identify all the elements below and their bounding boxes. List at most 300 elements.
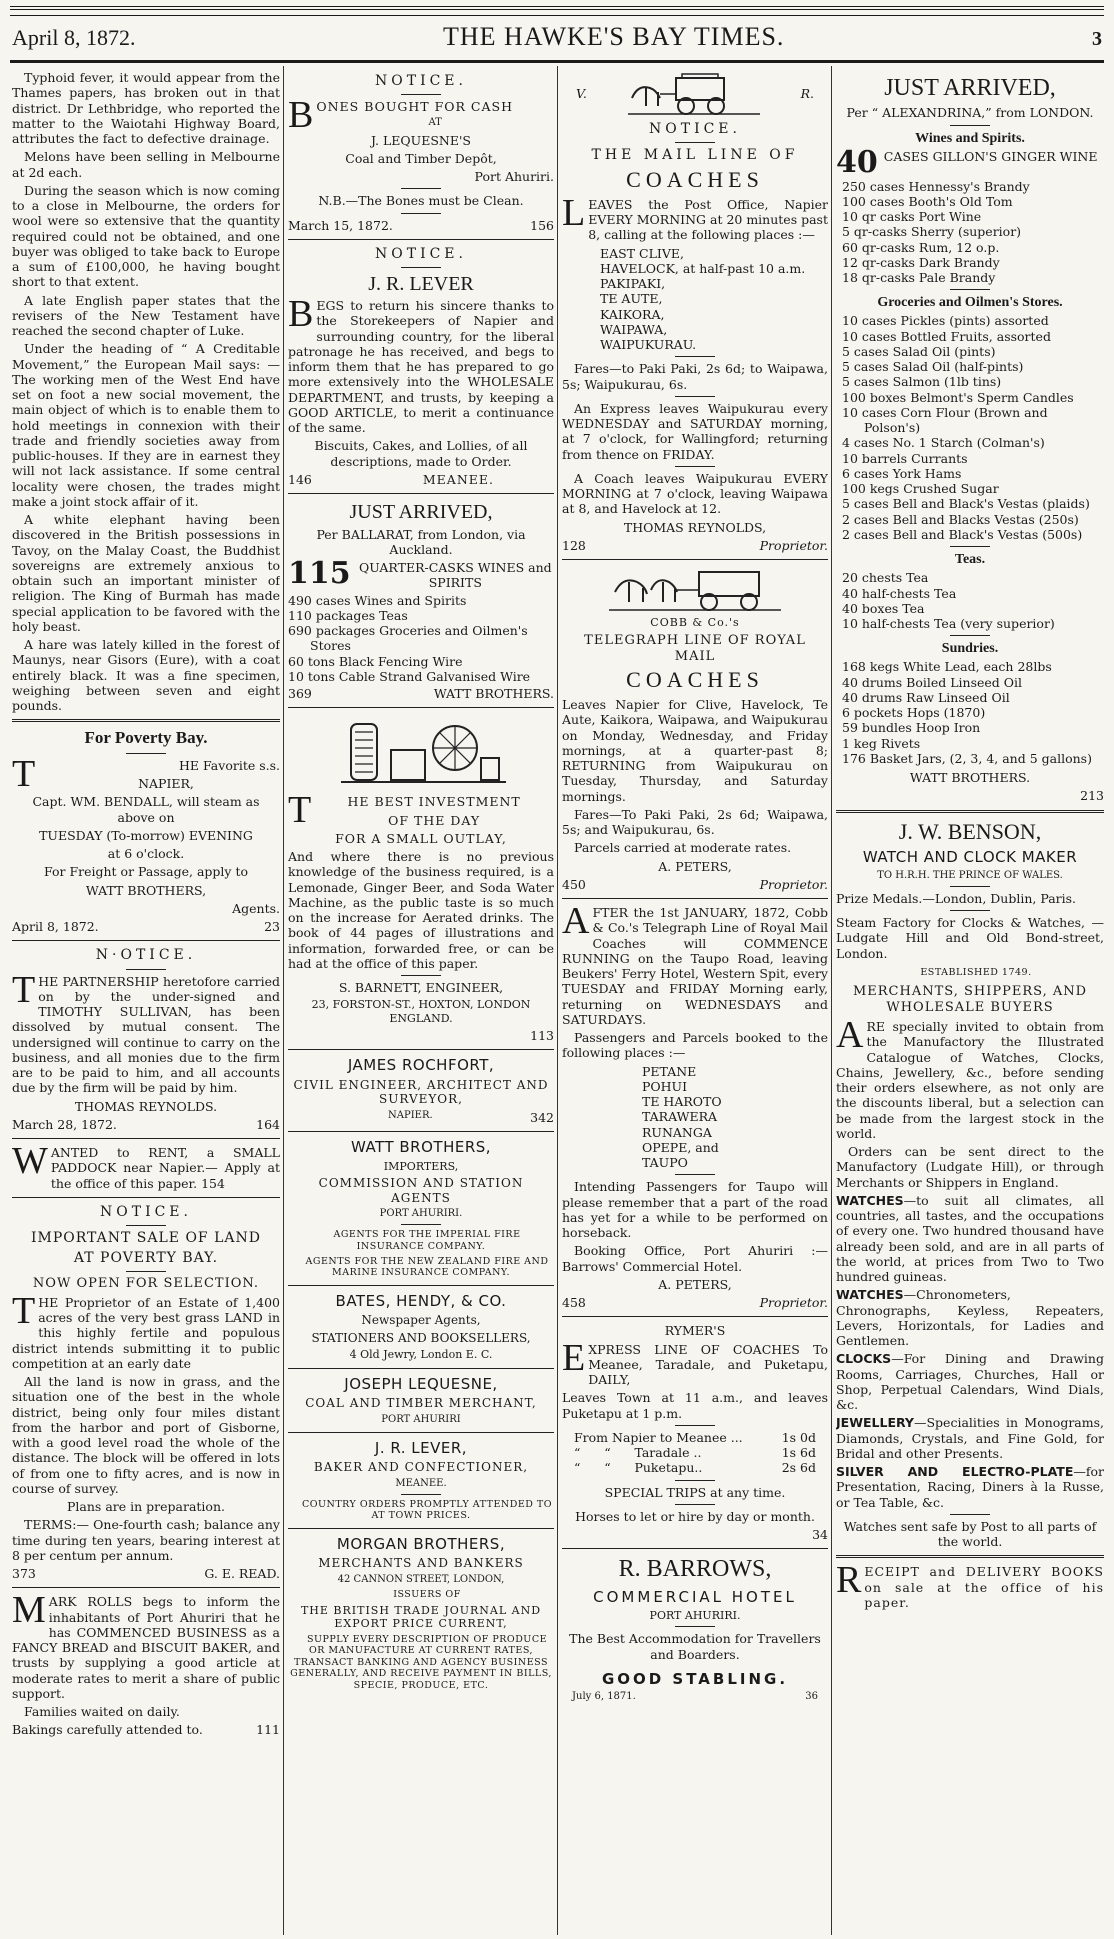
- ad-heading: TELEGRAPH LINE OF ROYAL MAIL: [584, 632, 806, 664]
- places-list: [562, 1064, 828, 1171]
- mail-coaches-notice: [562, 70, 828, 553]
- divider: [288, 239, 554, 240]
- column-divider: [283, 66, 284, 1935]
- list-item: 5 qr-casks Sherry (superior): [842, 224, 1022, 240]
- news-paragraph: A hare was lately killed in the forest of Maunys, near Gisors (Eure), with a coat entirely black. It was a fine specimen, weighing between seven and eight pounds.: [12, 637, 280, 713]
- goods-list: [836, 659, 1104, 766]
- ad-text: Fares—To Paki Paki, 2s 6d; Waipawa, 5s; and Waipukurau, 6s.: [562, 806, 828, 838]
- agency-note: AGENTS FOR THE IMPERIAL FIRE INSURANCE COMPANY.: [333, 1229, 521, 1252]
- rule: [126, 969, 166, 970]
- benson-ad: [836, 819, 1104, 1550]
- business-name: WATT BROTHERS,: [350, 1138, 492, 1157]
- bakery-ad: [12, 1589, 280, 1738]
- business-role: COAL AND TIMBER MERCHANT,: [305, 1395, 537, 1410]
- sale-title: AT POVERTY BAY.: [73, 1249, 219, 1266]
- rule: [401, 267, 441, 268]
- drop-cap: T: [288, 789, 312, 832]
- list-item: 5 cases Bell and Black's Vestas (plaids): [842, 496, 1090, 512]
- ad-text: FTER the 1st JANUARY, 1872, Cobb & Co.'s Telegraph Line of Royal Mail Coaches will COMMENCE RUNNING on the Taupo Road, leaving Beukers' Ferry Hotel, Western Spit, every TUESDAY and FRIDAY Morning early, returning on WEDNESDAYS and SATURDAYS.: [562, 905, 828, 1027]
- goods-list: [836, 570, 1104, 631]
- ad-heading: For Poverty Bay.: [84, 728, 208, 748]
- product-label: CLOCKS: [836, 1351, 892, 1367]
- wanted-ad: [12, 1140, 280, 1191]
- news-paragraph: Melons have been selling in Melbourne at 2d each.: [12, 149, 280, 180]
- list-item: 20 chests Tea: [842, 570, 929, 586]
- ad-number: 111: [256, 1722, 280, 1738]
- fare-price: 2s 6d: [781, 1460, 816, 1476]
- divider: [836, 810, 1104, 813]
- column-3: [562, 70, 828, 1933]
- ad-text: The Best Accommodation for Travellers and Boarders.: [569, 1631, 821, 1662]
- ship-name: NAPIER,: [138, 776, 194, 792]
- product-label: WATCHES: [836, 1192, 904, 1208]
- ballarat-arrival-ad: [288, 500, 554, 701]
- signature: WATT BROTHERS.: [433, 686, 554, 702]
- ad-text: Steam Factory for Clocks & Watches, —Ludgate Hill and Old Bond-street, London.: [836, 915, 1104, 961]
- fare-price: 1s 6d: [781, 1445, 816, 1461]
- ad-heading: JUST ARRIVED,: [349, 501, 493, 524]
- notice-text: EGS to return his sincere thanks to the Storekeepers of Napier and surrounding country, for the liberal patronage he has received, and begs to inform them that he has prepared to go more extensively into the WHOLESALE DEPARTMENT, and trusts, by keeping a GOOD ARTICLE, to merit a continuance of the same.: [288, 298, 554, 436]
- lequesne-card: [288, 1375, 554, 1426]
- ad-text: —For Dining and Drawing Rooms, Carriages, Churches, Hall or Shop, Perpetual Calendars, Wind Dials, &c.: [836, 1351, 1104, 1413]
- business-name: JOSEPH LEQUESNE,: [344, 1374, 498, 1393]
- news-paragraph: During the season which is now coming to a close in Melbourne, the orders for wool were so extensive that the quantity required could not be obtained, and one buyer was obliged to take back to Europe a sum of £100,000, he having bought short to that extent.: [12, 182, 280, 290]
- ad-heading: MERCHANTS, SHIPPERS, AND WHOLESALE BUYERS: [852, 984, 1088, 1016]
- ad-number: 23: [264, 919, 280, 935]
- ad-text: —Specialities in Monograms, Diamonds, Crystals, and Fine Gold, for Bridal and other Presents.: [836, 1415, 1104, 1461]
- quantity-line: [836, 144, 1104, 180]
- ad-footer: [288, 218, 554, 233]
- place: PORT AHURIRI.: [379, 1208, 463, 1220]
- fare-route: From Napier to Meanee ...: [574, 1429, 743, 1445]
- notice-heading: NOTICE.: [100, 1203, 192, 1220]
- ad-number: 34: [812, 1527, 828, 1543]
- list-item: 10 cases Corn Flour (Brown and Polson's): [842, 404, 1048, 436]
- divider: [562, 1316, 828, 1317]
- list-item: 10 cases Pickles (pints) assorted: [842, 313, 1049, 329]
- ad-text: TUESDAY (To-morrow) EVENING: [39, 827, 253, 843]
- signature-role: Proprietor.: [759, 537, 828, 553]
- soda-machine-ad: [288, 714, 554, 1043]
- ad-text: Horses to let or hire by day or month.: [575, 1508, 815, 1524]
- divider: [836, 1555, 1104, 1558]
- ad-heading: JUST ARRIVED,: [884, 75, 1056, 101]
- divider: [12, 940, 280, 941]
- drop-cap: E: [562, 1336, 586, 1379]
- signature: WATT BROTHERS.: [909, 770, 1031, 786]
- agency-note: COUNTRY ORDERS PROMPTLY ATTENDED TO AT TOWN PRICES.: [301, 1498, 553, 1522]
- list-item: 100 boxes Belmont's Sperm Candles: [842, 389, 1074, 405]
- list-item: 250 cases Hennessy's Brandy: [842, 178, 1030, 194]
- list-item: WAIPAWA,: [600, 321, 668, 337]
- ad-number: 154: [201, 1175, 225, 1191]
- signature: THOMAS REYNOLDS.: [74, 1098, 218, 1114]
- rule: [401, 1224, 441, 1225]
- head-rule: [10, 60, 1104, 63]
- divider: [288, 493, 554, 494]
- bates-card: [288, 1292, 554, 1362]
- business-name: RYMER'S: [664, 1323, 726, 1339]
- big-quantity: 115: [288, 556, 351, 592]
- ad-date: April 8, 1872.: [12, 919, 99, 935]
- ad-footer: [12, 919, 280, 934]
- section-heading: Teas.: [954, 552, 986, 568]
- ad-text: TO H.R.H. THE PRINCE OF WALES.: [877, 869, 1063, 881]
- ad-text: Families waited on daily.: [24, 1704, 180, 1720]
- page-number: 3: [1091, 28, 1102, 50]
- alexandrina-arrival-ad: [836, 74, 1104, 804]
- ad-number: 369: [288, 686, 312, 702]
- ad-number: 113: [530, 1028, 554, 1044]
- signature: THOMAS REYNOLDS,: [623, 519, 767, 535]
- news-items: [12, 70, 280, 713]
- list-item: RUNANGA: [642, 1124, 712, 1140]
- royal-crest: [562, 70, 828, 118]
- ad-text: Watches sent safe by Post to all parts of the world.: [843, 1518, 1097, 1550]
- coach-and-horses-icon: [562, 566, 828, 612]
- product-label: JEWELLERY: [836, 1415, 914, 1431]
- signature: A. PETERS,: [658, 1276, 732, 1292]
- address: 4 Old Jewry, London E. C.: [349, 1348, 493, 1362]
- ad-text: Prize Medals.—London, Dublin, Paris.: [836, 890, 1077, 906]
- list-item: TE HAROTO: [642, 1094, 722, 1110]
- business-name: BATES, HENDY, & CO.: [335, 1291, 507, 1310]
- business-role: MERCHANTS AND BANKERS: [318, 1556, 524, 1571]
- ad-number: 146: [288, 471, 312, 487]
- rule: [675, 142, 715, 143]
- ad-footer: [288, 686, 554, 701]
- rule: [950, 289, 990, 290]
- column-divider: [557, 66, 558, 1935]
- drop-cap: B: [288, 293, 314, 336]
- rochfort-card: [288, 1056, 554, 1125]
- list-item: TAUPO: [642, 1155, 688, 1171]
- list-item: 110 packages Teas: [288, 607, 408, 623]
- business-name: COBB & Co.'s: [650, 616, 740, 630]
- rule: [950, 910, 990, 911]
- ad-text: ECEIPT and DELIVERY BOOKS on sale at the office of his paper.: [864, 1564, 1104, 1610]
- list-item: 6 cases York Hams: [842, 465, 962, 481]
- divider: [288, 1528, 554, 1529]
- ad-footer: [562, 1295, 828, 1310]
- land-sale-notice: [12, 1204, 280, 1582]
- divider: [12, 719, 280, 722]
- notice-text: TERMS:— One-fourth cash; balance any time during ten years, bearing interest at 8 per centum per annum.: [12, 1517, 280, 1563]
- ad-text: RE specially invited to obtain from the Manufactory the Illustrated Catalogue of Watches, Clocks, Chains, Jewellery, &c., before sending their orders elsewhere, as not only are the discounts liberal, but a selection can be made from the largest stock in the world.: [836, 1019, 1104, 1141]
- rymer-coaches-ad: [562, 1323, 828, 1542]
- ad-text: Orders can be sent direct to the Manufactory (Ludgate Hill), or through Merchants or Shippers in England.: [836, 1144, 1104, 1190]
- notice-heading: NOTICE.: [375, 245, 467, 262]
- business-role: IMPORTERS,: [383, 1159, 459, 1173]
- ad-number: 128: [562, 537, 586, 553]
- business-role: CIVIL ENGINEER, ARCHITECT AND SURVEYOR,: [293, 1077, 549, 1107]
- poverty-bay-ad: [12, 728, 280, 934]
- lever-notice: [288, 246, 554, 487]
- ad-text: SPECIAL TRIPS at any time.: [604, 1484, 786, 1500]
- list-item: TARAWERA: [642, 1109, 718, 1125]
- lever-card: [288, 1439, 554, 1522]
- ad-footer: [288, 1110, 554, 1125]
- ad-text: —Chronometers, Chronographs, Keyless, Repeaters, Levers, Horizontals, for Ladies and Gentlemen.: [836, 1287, 1104, 1349]
- notice-text: All the land is now in grass, and the situation one of the best in the whole district, being only four miles distant from the harbor and port of Gisborne, with a good level road the whole of the distance. The block will be offered in lots of from one to fifty acres, and is now in course of survey.: [12, 1374, 280, 1496]
- ad-text: —to suit all climates, all countries, all tastes, and the occupations of every one. Two hundred thousand have already been sold, and are in all parts of the world, at prices from Two to Two hundred guineas.: [836, 1192, 1104, 1285]
- list-item: 490 cases Wines and Spirits: [288, 592, 467, 608]
- list-item: 10 barrels Currants: [842, 450, 968, 466]
- section-heading: Sundries.: [941, 641, 999, 657]
- rule: [950, 125, 990, 126]
- soda-machine-icon: [288, 714, 554, 790]
- signature-role: Proprietor.: [759, 876, 828, 892]
- rule: [675, 1174, 715, 1175]
- masthead: [12, 22, 1102, 62]
- list-item: 40 drums Boiled Linseed Oil: [842, 674, 1023, 690]
- ad-number: 458: [562, 1295, 586, 1311]
- ad-number: 213: [1080, 788, 1104, 804]
- rule: [950, 1514, 990, 1515]
- top-rule: [10, 6, 1104, 16]
- ad-text: Passengers and Parcels booked to the following places :—: [562, 1030, 828, 1061]
- ad-text: XPRESS LINE OF COACHES To Meanee, Taradale, and Puketapu, DAILY,: [588, 1341, 828, 1388]
- list-item: 40 half-chests Tea: [842, 585, 957, 601]
- list-item: POHUI: [642, 1078, 688, 1094]
- list-item: 10 half-chests Tea (very superior): [842, 616, 1055, 631]
- coach-icon: [624, 70, 764, 118]
- places-list: [562, 246, 828, 353]
- agency-note: SUPPLY EVERY DESCRIPTION OF PRODUCE OR MANUFACTURE AT CURRENT RATES, TRANSACT BANKING AND AGENCY BUSINESS GENERALLY, AND RECEIVE PAYMENT IN BILLS, SPECIE, PRODUCE, ETC.: [290, 1633, 552, 1691]
- fare-route: “ “ Taradale ..: [574, 1445, 702, 1461]
- place: MEANEE.: [395, 1477, 447, 1489]
- list-item: 4 cases No. 1 Starch (Colman's): [842, 435, 1045, 451]
- list-item: 6 pockets Hops (1870): [842, 705, 986, 721]
- rule: [401, 94, 441, 95]
- crest-letter: R.: [800, 86, 814, 102]
- product-label: SILVER AND ELECTRO-PLATE: [836, 1464, 1074, 1480]
- divider: [288, 1285, 554, 1286]
- ad-heading: COACHES: [626, 667, 764, 693]
- news-paragraph: A late English paper states that the revisers of the New Testament have reached the second chapter of Luke.: [12, 292, 280, 338]
- rule: [675, 1504, 715, 1505]
- ad-number: 156: [530, 217, 554, 233]
- ad-footer: [562, 538, 828, 553]
- rule: [675, 396, 715, 397]
- list-item: 40 boxes Tea: [842, 600, 925, 616]
- sale-title: IMPORTANT SALE OF LAND: [31, 1229, 261, 1246]
- notice-text: AT: [428, 117, 442, 129]
- list-item: 40 drums Raw Linseed Oil: [842, 689, 1010, 705]
- list-item: 176 Basket Jars, (2, 3, 4, and 5 gallons): [842, 750, 1092, 766]
- ad-text: EAVES the Post Office, Napier EVERY MORNING at 20 minutes past 8, calling at the following places :—: [588, 196, 828, 243]
- rule: [126, 1225, 166, 1226]
- fare-row: [562, 1430, 828, 1445]
- list-item: 60 tons Black Fencing Wire: [288, 653, 463, 669]
- partnership-notice: [12, 947, 280, 1132]
- place: PORT AHURIRI: [381, 1413, 461, 1425]
- ad-heading: GOOD STABLING.: [601, 1669, 789, 1688]
- rule: [675, 1425, 715, 1426]
- drop-cap: T: [12, 968, 36, 1011]
- agency-note: AGENTS FOR THE NEW ZEALAND FIRE AND MARINE INSURANCE COMPANY.: [305, 1255, 549, 1279]
- goods-list: [836, 179, 1104, 286]
- list-item: 5 cases Salmon (1lb tins): [842, 374, 1002, 390]
- ad-number: 450: [562, 876, 586, 892]
- rule: [401, 1494, 441, 1495]
- ad-text: WATT BROTHERS,: [85, 882, 207, 898]
- list-item: EAST CLIVE,: [600, 245, 684, 261]
- ad-text: Per “ ALEXANDRINA,” from LONDON.: [846, 105, 1094, 121]
- ad-text: Capt. WM. BENDALL, will steam as above on: [32, 794, 260, 825]
- address: 23, FORSTON-ST., HOXTON, LONDON ENGLAND.: [311, 998, 531, 1025]
- product-label: WATCHES: [836, 1287, 904, 1303]
- fare-price: 1s 0d: [781, 1429, 816, 1445]
- ad-footer: [12, 1566, 280, 1581]
- rule: [950, 635, 990, 636]
- ad-text: Agents.: [232, 900, 280, 916]
- drop-cap: M: [12, 1589, 46, 1632]
- business-role: STATIONERS AND BOOKSELLERS,: [311, 1330, 531, 1345]
- divider: [288, 1432, 554, 1433]
- rule: [126, 1271, 166, 1272]
- list-item: 100 cases Booth's Old Tom: [842, 193, 1013, 209]
- list-item: TE AUTE,: [600, 291, 663, 307]
- agency-note: ISSUERS OF: [393, 1589, 461, 1601]
- ad-number: 164: [256, 1116, 280, 1132]
- list-item: PAKIPAKI,: [600, 276, 666, 292]
- drop-cap: T: [12, 1289, 36, 1332]
- notice-text: Coal and Timber Depôt,: [345, 150, 497, 166]
- ad-number: 36: [805, 1691, 818, 1703]
- notice-text: Plans are in preparation.: [67, 1499, 225, 1515]
- rule: [401, 975, 441, 976]
- divider: [12, 1138, 280, 1139]
- drop-cap: T: [12, 752, 36, 795]
- list-item: HAVELOCK, at half-past 10 a.m.: [600, 260, 806, 276]
- news-paragraph: Typhoid fever, it would appear from the Thames papers, has broken out in that district. Dr Lethbridge, who reported the matter to the Waiotahi Highway Board, attributes the fact to defective drainage.: [12, 70, 280, 146]
- business-name: R. BARROWS,: [618, 1556, 772, 1583]
- business-role: Newspaper Agents,: [361, 1312, 481, 1327]
- ad-text: ARK ROLLS begs to inform the inhabitants of Port Ahuriri that he has COMMENCED BUSINESS as a FANCY BREAD and BISCUIT BAKER, and trusts by supplying a good article at moderate rates to merit a share of public support.: [12, 1594, 280, 1701]
- drop-cap: W: [12, 1140, 48, 1183]
- issue-date: April 8, 1872.: [12, 25, 136, 50]
- rule: [401, 213, 441, 214]
- divider: [12, 1587, 280, 1588]
- divider: [288, 1131, 554, 1132]
- ad-text: Bakings carefully attended to.: [12, 1722, 203, 1738]
- goods-list: [836, 313, 1104, 542]
- column-1: [12, 70, 280, 1933]
- bones-notice: [288, 73, 554, 233]
- list-item: 10 tons Cable Strand Galvanised Wire: [288, 668, 531, 684]
- morgan-card: [288, 1535, 554, 1691]
- drop-cap: L: [562, 191, 586, 234]
- divider: [288, 1049, 554, 1050]
- business-role: COMMISSION AND STATION AGENTS: [318, 1175, 524, 1205]
- list-item: OPEPE, and: [642, 1139, 719, 1155]
- ad-number: 342: [530, 1109, 554, 1125]
- business-name: JAMES ROCHFORT,: [347, 1056, 495, 1075]
- ad-text: Per BALLARAT, from London, via Auckland.: [316, 526, 526, 557]
- ad-text: CASES GILLON'S GINGER WINE: [883, 148, 1098, 164]
- ad-footer: [562, 877, 828, 892]
- section-heading: Wines and Spirits.: [915, 130, 1025, 146]
- ad-date: March 28, 1872.: [12, 1116, 117, 1132]
- barrows-hotel-ad: [562, 1555, 828, 1703]
- divider: [562, 559, 828, 560]
- rule: [950, 546, 990, 547]
- ad-text: at 6 o'clock.: [107, 846, 185, 862]
- section-heading: Groceries and Oilmen's Stores.: [877, 295, 1063, 311]
- ad-footer: [12, 1722, 280, 1737]
- notice-text: HE Proprietor of an Estate of 1,400 acres of the very best grass LAND in this highly fertile and populous district intends submitting it to public competition at an early date: [12, 1294, 280, 1371]
- newspaper-title: THE HAWKE'S BAY TIMES.: [443, 22, 785, 51]
- notice-text: J. LEQUESNE'S: [371, 132, 471, 148]
- ad-text: An Express leaves Waipukurau every WEDNESDAY and SATURDAY morning, at 7 o'clock, for Wallingford; returning from thence on FRIDAY.: [562, 400, 828, 462]
- signature-role: Proprietor.: [759, 1295, 828, 1311]
- ad-text: —for Presentation, Racing, Diners à la Russe, or Tea Table, &c.: [836, 1464, 1104, 1510]
- place: MEANEE.: [422, 471, 494, 487]
- notice-text: N.B.—The Bones must be Clean.: [318, 193, 524, 209]
- notice-text: HE PARTNERSHIP heretofore carried on by the under-signed and TIMOTHY SULLIVAN, has been dissolved by mutual consent. The undersigned will continue to carry on the business, and all monies due to the firm are to be paid to him, and all accounts due by the firm will be paid by him.: [12, 973, 280, 1096]
- list-item: 60 qr-casks Rum, 12 o.p.: [842, 239, 1000, 255]
- notice-text: Biscuits, Cakes, and Lollies, of all descriptions, made to Order.: [314, 438, 528, 469]
- list-item: WAIPUKURAU.: [600, 337, 697, 353]
- ad-text: Leaves Town at 11 a.m., and leaves Puketapu at 1 p.m.: [562, 1390, 828, 1421]
- notice-text: Port Ahuriri.: [474, 169, 554, 185]
- ad-footer: [288, 472, 554, 487]
- rule: [675, 356, 715, 357]
- list-item: 690 packages Groceries and Oilmen's Stores: [288, 623, 528, 654]
- notice-heading: N·OTICE.: [95, 947, 197, 964]
- list-item: 10 cases Bottled Fruits, assorted: [842, 328, 1051, 344]
- list-item: 5 cases Salad Oil (pints): [842, 343, 996, 359]
- ad-text: And where there is no previous knowledge of the business required, is a Lemonade, Ginger Beer, and Soda Water Machine, as the public taste is so much on the increase for Aerated drinks. The book of 44 pages of illustrations and information, forwarded free, or can be had at the office of this paper.: [288, 849, 554, 971]
- column-divider: [831, 66, 832, 1935]
- fare-route: “ “ Puketapu..: [574, 1460, 703, 1476]
- column-4: [836, 70, 1104, 1933]
- ad-text: Fares—to Paki Paki, 2s 6d; to Waipawa, 5s; Waipukurau, 6s.: [562, 361, 828, 392]
- drop-cap: A: [836, 1014, 864, 1057]
- ad-text: Parcels carried at moderate rates.: [574, 840, 792, 856]
- business-name: J. R. LEVER: [368, 272, 474, 295]
- ad-heading: COACHES: [626, 167, 764, 193]
- list-item: 2 cases Bell and Blacks Vestas (250s): [842, 511, 1079, 527]
- business-role: WATCH AND CLOCK MAKER: [862, 848, 1078, 867]
- business-role: COMMERCIAL HOTEL: [593, 1587, 797, 1606]
- list-item: 2 cases Bell and Black's Vestas (500s): [842, 526, 1083, 542]
- ad-text: QUARTER-CASKS WINES and SPIRITS: [358, 560, 552, 591]
- established-note: ESTABLISHED 1749.: [920, 966, 1032, 978]
- signature: A. PETERS,: [658, 858, 732, 874]
- list-item: PETANE: [642, 1063, 697, 1079]
- ad-text: Intending Passengers for Taupo will please remember that a part of the road has yet for a while to be performed on horseback.: [562, 1179, 828, 1241]
- notice-text: ONES BOUGHT FOR CASH: [316, 99, 513, 115]
- address: 42 CANNON STREET, LONDON,: [337, 1573, 505, 1585]
- ad-footer: [12, 1117, 280, 1132]
- notice-heading: NOTICE.: [375, 73, 467, 89]
- rule: [675, 1626, 715, 1627]
- goods-list: [288, 593, 554, 685]
- list-item: 12 qr-casks Dark Brandy: [842, 254, 1000, 270]
- divider: [12, 1197, 280, 1198]
- ad-heading: THE MAIL LINE OF: [591, 147, 799, 164]
- list-item: 59 bundles Hoop Iron: [842, 720, 981, 736]
- business-name: MORGAN BROTHERS,: [336, 1535, 506, 1554]
- column-2: [288, 70, 554, 1933]
- signature: G. E. READ.: [204, 1566, 280, 1582]
- rule: [675, 466, 715, 467]
- ad-heading: OF THE DAY: [388, 812, 481, 828]
- list-item: 100 kegs Crushed Sugar: [842, 481, 999, 497]
- divider: [562, 1548, 828, 1549]
